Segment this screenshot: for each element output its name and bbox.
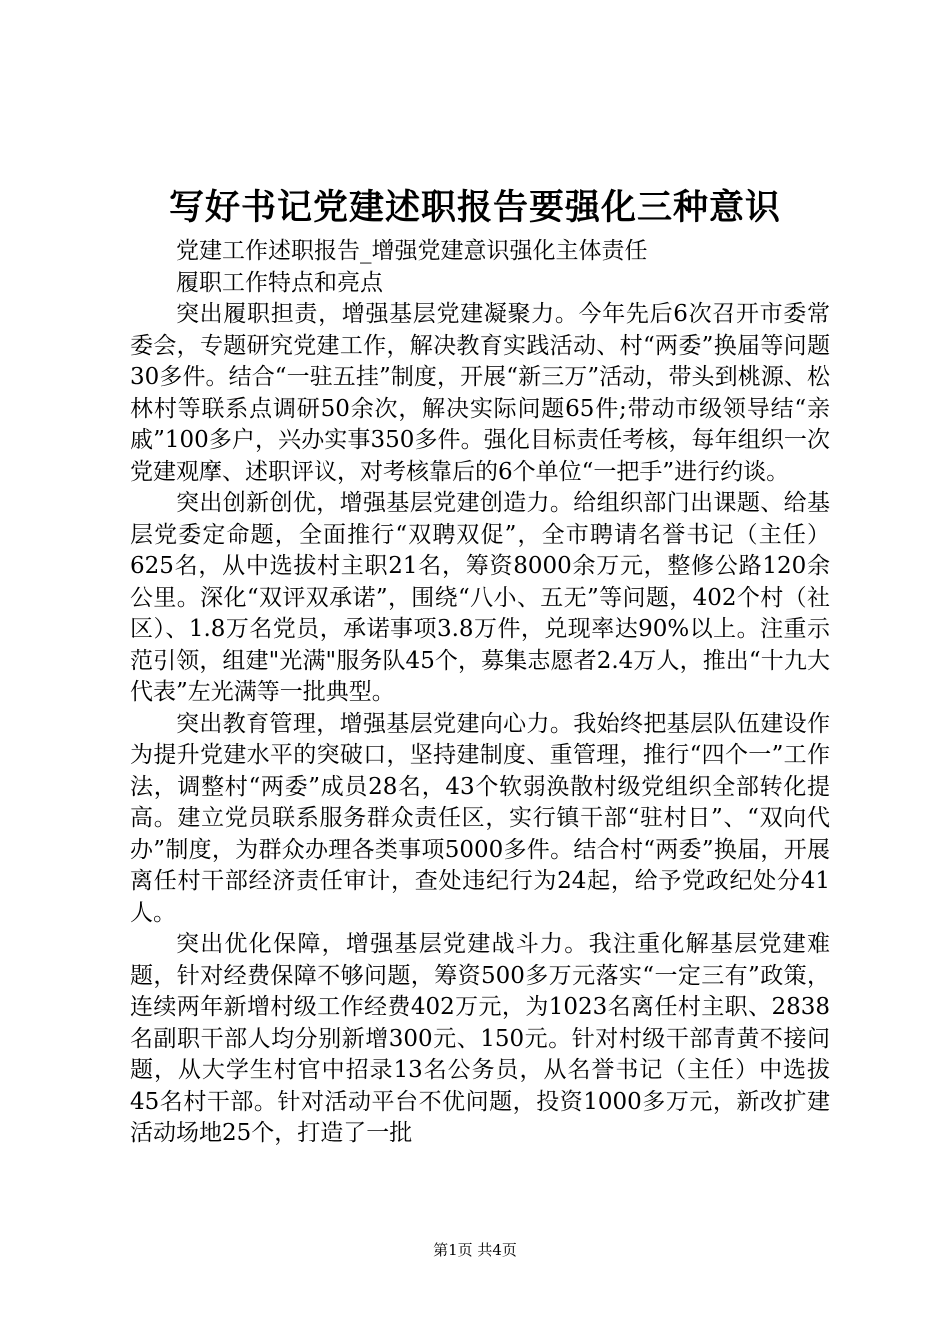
document-title: 写好书记党建述职报告要强化三种意识 — [168, 187, 781, 228]
page-footer: 第1页 共4页 — [433, 1241, 517, 1259]
document-subtitle: 党建工作述职报告_增强党建意识强化主体责任 — [176, 238, 648, 264]
document-body — [130, 236, 830, 1150]
paragraph-1: 突出履职担责，增强基层党建凝聚力。今年先后6次召开市委常委会，专题研究党建工作，解决教育实践活动、村“两委”换届等问题30多件。结合“一驻五挂”制度，开展“新三万”活动，带头到桃源、松林村等联系点调研50余次，解决实际问题65件;带动市级领导结“亲戚”100多户，兴办实事350多件。强化目标责任考核，每年组织一次党建观摩、述职评议，对考核靠后的6个单位“一把手”进行约谈。 — [130, 301, 830, 485]
paragraph-2: 突出创新创优，增强基层党建创造力。给组织部门出课题、给基层党委定命题，全面推行“双聘双促”，全市聘请名誉书记（主任）625名，从中选拔村主职21名，筹资8000余万元，整修公路120余公里。深化“双评双承诺”，围绕“八小、五无”等问题，402个村（社区）、1.8万名党员，承诺事项3.8万件，兑现率达90%以上。注重示范引领，组建"光满"服务队45个，募集志愿者2.4万人，推出“十九大代表”左光满等一批典型。 — [130, 490, 830, 705]
paragraph-4: 突出优化保障，增强基层党建战斗力。我注重化解基层党建难题，针对经费保障不够问题，筹资500多万元落实“一定三有”政策，连续两年新增村级工作经费402万元，为1023名离任村主职、2838名副职干部人均分别新增300元、150元。针对村级干部青黄不接问题，从大学生村官中招录13名公务员，从名誉书记（主任）中选拔45名村干部。针对活动平台不优问题，投资1000多万元，新改扩建活动场地25个，打造了一批 — [130, 931, 830, 1146]
section-heading: 履职工作特点和亮点 — [176, 269, 383, 296]
paragraph-3: 突出教育管理，增强基层党建向心力。我始终把基层队伍建设作为提升党建水平的突破口，坚持建制度、重管理，推行“四个一”工作法，调整村“两委”成员28名，43个软弱涣散村级党组织全部转化提高。建立党员联系服务群众责任区，实行镇干部“驻村日”、“双向代办”制度，为群众办理各类事项5000多件。结合村“两委”换届，开展离任村干部经济责任审计，查处违纪行为24起，给予党政纪处分41人。 — [130, 710, 830, 926]
